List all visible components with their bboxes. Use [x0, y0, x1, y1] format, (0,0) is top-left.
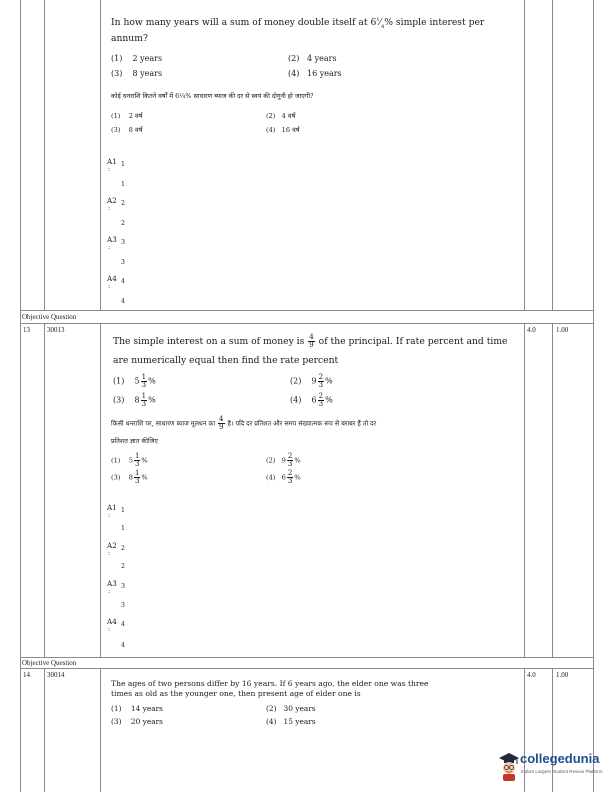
q13-answer-colon-1: :	[108, 512, 111, 519]
q12-answer-label-2: A2	[107, 196, 117, 205]
q13-english-line-1: The simple interest on a sum of money is $\frac{4}{9}$ of the principal. If rate percent and time	[113, 333, 508, 349]
q13-option-1-en: (1) 5 $\frac{1}{3}$ %	[113, 373, 156, 389]
q12-english-line-1: In how many years will a sum of money double itself at $6^1⁄_4\%$ simple interest per	[111, 16, 485, 30]
q12-answer-label-3: A3	[107, 235, 117, 244]
q12-option-3-hi: (3) 8 वर्ष	[111, 126, 143, 134]
q12-answer-repeat-4: 4	[121, 298, 125, 305]
q13-option-3-hi: (3) 8 $\frac{1}{3}$ %	[111, 469, 148, 485]
table-col-id-right-2	[100, 323, 101, 657]
q12-answer-value-2: 2	[121, 200, 125, 207]
row-divider-q12-bottom	[20, 310, 594, 311]
q13-answer-repeat-3: 3	[121, 602, 125, 609]
q13-option-3-en: (3) 8 $\frac{1}{3}$ %	[113, 392, 156, 408]
q12-option-2-hi: (2) 4 वर्ष	[266, 112, 296, 120]
q13-type-label: Objective Question	[22, 313, 77, 321]
q13-answer-repeat-4: 4	[121, 642, 125, 649]
table-col-question-right-2	[524, 323, 525, 657]
q12-option-4-en: (4) 16 years	[288, 69, 342, 78]
q13-option-4-en: (4) 6 $\frac{2}{3}$ %	[290, 392, 333, 408]
q14-option-4-en: (4) 15 years	[266, 717, 316, 726]
table-col-marks-right-2	[552, 323, 553, 657]
q13-answer-value-3: 3	[121, 583, 125, 590]
table-col-sno-right-2	[44, 323, 45, 657]
q13-answer-value-1: 1	[121, 507, 125, 514]
graduate-mascot-icon	[498, 751, 520, 781]
q13-answer-repeat-2: 2	[121, 563, 125, 570]
q13-serial-number: 13	[23, 326, 30, 334]
q13-answer-colon-4: :	[108, 626, 111, 633]
brand-name: collegedunia	[520, 751, 600, 766]
q12-answer-label-4: A4	[107, 274, 117, 283]
table-border-left	[20, 0, 21, 792]
q14-english-line-2: times as old as the younger one, then present age of elder one is	[111, 689, 361, 698]
q13-option-2-en: (2) 9 $\frac{2}{3}$ %	[290, 373, 333, 389]
q13-answer-value-2: 2	[121, 545, 125, 552]
q13-marks: 4.0	[527, 326, 536, 334]
collegedunia-logo[interactable]	[498, 749, 608, 785]
q12-answer-value-3: 3	[121, 239, 125, 246]
q12-english-line-2: annum?	[111, 33, 148, 44]
table-col-sno-right	[44, 0, 45, 310]
q12-answer-colon-4: :	[108, 283, 111, 290]
q13-answer-colon-2: :	[108, 550, 111, 557]
q13-question-id: 30013	[47, 326, 65, 334]
q13-hindi-line-1: किसी धनराशि पर, साधारण ब्याज मूलधन का $\frac{4}{9}$ है। यदि दर प्रतिशत और समय संख्यात्मक रूप से बराबर हैं तो दर	[111, 415, 377, 431]
table-col-sno-right-3	[44, 668, 45, 792]
q12-answer-repeat-1: 1	[121, 181, 125, 188]
q13-hindi-line-2: प्रतिशत ज्ञात कीजिए	[111, 437, 158, 445]
q12-hindi-line: कोई धनराशि कितने वर्षों में 6¼% साधारण ब्याज की दर से स्वयं की दोगुनी हो जाएगी?	[111, 92, 314, 100]
q13-answer-label-3: A3	[107, 579, 117, 588]
q13-hindi-fraction: $\frac{4}{9}$	[219, 415, 224, 431]
q12-answer-colon-2: :	[108, 205, 111, 212]
q13-option-4-hi: (4) 6 $\frac{2}{3}$ %	[266, 469, 301, 485]
q12-option-1-hi: (1) 2 वर्ष	[111, 112, 143, 120]
q14-question-id: 30014	[47, 671, 65, 679]
q14-option-3-en: (3) 20 years	[111, 717, 163, 726]
q12-answer-colon-3: :	[108, 244, 111, 251]
q12-answer-colon-1: :	[108, 166, 111, 173]
q12-option-1-en: (1) 2 years	[111, 54, 163, 63]
table-col-marks-right	[552, 0, 553, 310]
row-divider-q13-bottom	[20, 657, 594, 658]
q13-option-2-hi: (2) 9 $\frac{2}{3}$ %	[266, 452, 301, 468]
q12-option-2-en: (2) 4 years	[288, 54, 337, 63]
q12-answer-label-1: A1	[107, 157, 117, 166]
q12-answer-repeat-2: 2	[121, 220, 125, 227]
q14-marks: 4.0	[527, 671, 536, 679]
q14-type-label: Objective Question	[22, 659, 77, 667]
q12-answer-repeat-3: 3	[121, 259, 125, 266]
q13-answer-label-4: A4	[107, 617, 117, 626]
q14-negative-marks: 1.00	[556, 671, 569, 679]
q13-answer-value-4: 4	[121, 621, 125, 628]
q14-english-line-1: The ages of two persons differ by 16 years. If 6 years ago, the elder one was three	[111, 679, 429, 688]
brand-tagline: India's Largest Student Review Platform	[521, 769, 603, 774]
q12-option-3-en: (3) 8 years	[111, 69, 163, 78]
q14-serial-number: 14	[23, 671, 30, 679]
q13-negative-marks: 1.00	[556, 326, 569, 334]
row-divider-q14-type-bottom	[20, 668, 594, 669]
q14-option-1-en: (1) 14 years	[111, 704, 163, 713]
q13-option-1-hi: (1) 5 $\frac{1}{3}$ %	[111, 452, 148, 468]
q12-answer-value-4: 4	[121, 278, 125, 285]
q13-answer-label-1: A1	[107, 503, 117, 512]
table-border-right	[593, 0, 594, 792]
q13-english-fraction: $\frac{4}{9}$	[309, 333, 314, 349]
q13-english-line-2: are numerically equal then find the rate percent	[113, 355, 339, 366]
table-col-id-right-3	[100, 668, 101, 792]
table-col-question-right	[524, 0, 525, 310]
q13-answer-repeat-1: 1	[121, 525, 125, 532]
row-divider-q13-type-bottom	[20, 323, 594, 324]
q14-option-2-en: (2) 30 years	[266, 704, 316, 713]
q12-option-4-hi: (4) 16 वर्ष	[266, 126, 300, 134]
q13-answer-colon-3: :	[108, 588, 111, 595]
q12-answer-value-1: 1	[121, 161, 125, 168]
table-col-id-right	[100, 0, 101, 310]
q13-answer-label-2: A2	[107, 541, 117, 550]
